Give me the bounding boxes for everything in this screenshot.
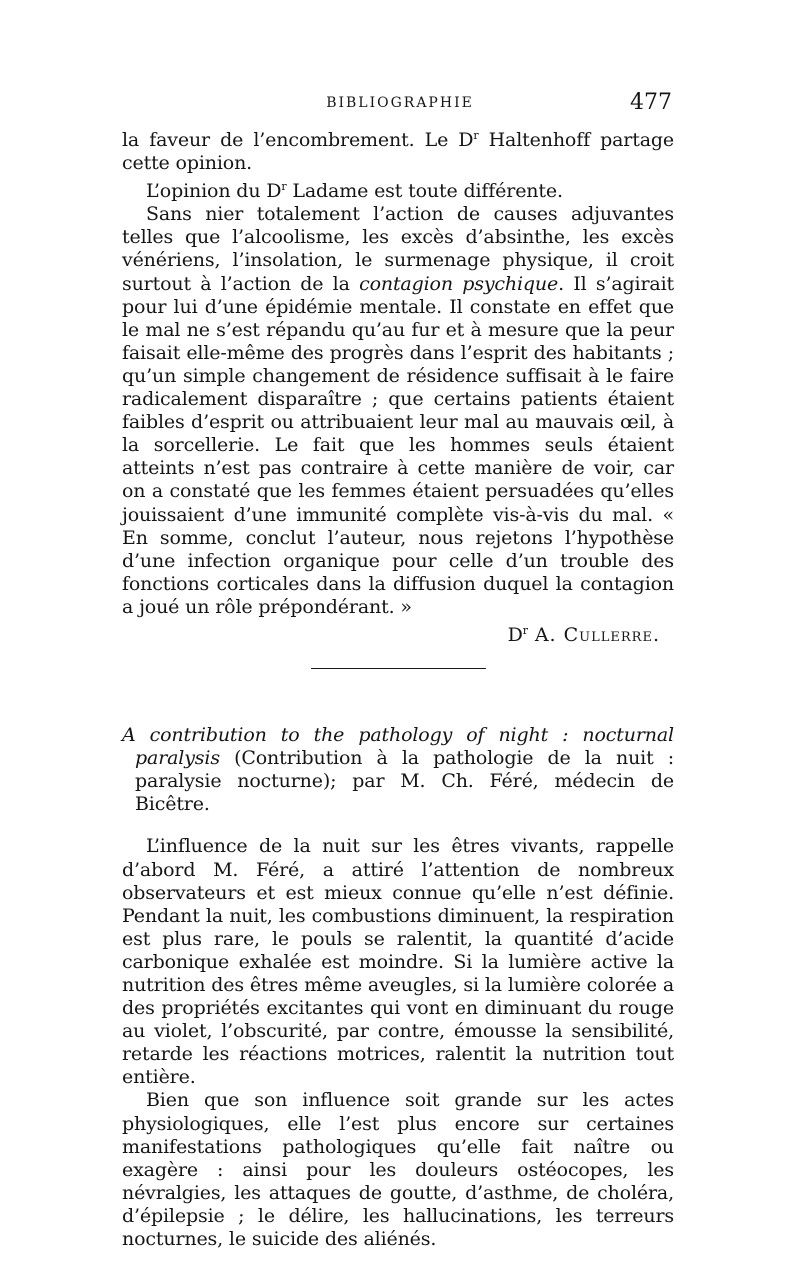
running-head [120, 90, 680, 116]
paragraph-text: Sans nier totalement l’action de causes adjuvantes telles que l’alcoolisme, les excès d’absinthe, les excès vénériens, l’insolation, le surmenage physique, il croit surtout à l’action de la [122, 203, 674, 295]
page-number: 477 [630, 90, 672, 115]
paragraph-text: la faveur de l’encombrement. Le D [122, 129, 474, 151]
signature [122, 619, 674, 647]
superscript: r [522, 623, 528, 637]
signature-prefix: D [507, 623, 523, 646]
emphasis-text: contagion psychique [359, 272, 559, 295]
bibliography-entry-title [122, 724, 674, 816]
signature-name: A. Cullerre. [527, 623, 660, 646]
section-divider [311, 668, 486, 669]
running-title: BIBLIOGRAPHIE [326, 95, 474, 111]
entry-title-french: (Contribution à la pathologie de la nuit : paralysie nocturne); par M. Ch. Féré, médecin de Bicêtre. [135, 747, 674, 816]
paragraph-contagion [122, 203, 674, 619]
entry-title-english: A contribution to the pathology of night : nocturnal paralysis [122, 724, 674, 770]
text-block [122, 124, 674, 1251]
paragraph-night-influence: L’influence de la nuit sur les êtres vivants, rappelle d’abord M. Féré, a attiré l’attention de nombreux observateurs et est mieux connue qu’elle n’est définie. Pendant la nuit, les combustions diminuent, la respiration est plus rare, le pouls se ralentit, la quantité d’acide carbonique exhalée est moindre. Si la lumière active la nutrition des êtres même aveugles, si la lumière colorée a des propriétés excitantes qui vont en diminuant du rouge au violet, l’obscurité, par contre, émousse la sensibilité, retarde les réactions motrices, ralentit la nutrition tout entière. [122, 835, 674, 1089]
paragraph-ladame [122, 175, 674, 203]
paragraph-text: Haltenhoff partage cette opinion. [122, 129, 674, 175]
paragraph-text: L’opinion du D [146, 180, 282, 203]
superscript: r [473, 129, 479, 142]
paragraph-text: . Il s’agirait pour lui d’une épidémie mentale. Il constate en effet que le mal ne s’est répandu qu’au fur et à mesure que la peur faisait elle-même des progrès dans l’esprit des habitants ; qu’un simple changement de résidence suffisait à le faire radicalement disparaître ; que certains patients étaient faibles d’esprit ou attribuaient leur mal au mauvais œil, à la sorcellerie. Le fait que les hommes seuls étaient atteints n’est pas contraire à cette manière de voir, car on a constaté que les femmes étaient persuadées qu’elles jouissaient d’une immunité complète vis-à-vis du mal. « En somme, conclut l’auteur, nous rejetons l’hypothèse d’une infection organique pour celle d’un trouble des fonctions corticales dans la diffusion duquel la contagion a joué un rôle prépondérant. » [122, 272, 674, 618]
superscript: r [281, 180, 287, 194]
paragraph-pathology: Bien que son influence soit grande sur les actes physiologiques, elle l’est plus encore sur certaines manifestations pathologiques qu’elle fait naître ou exagère : ainsi pour les douleurs ostéocopes, les névralgies, les attaques de goutte, d’asthme, de choléra, d’épilepsie ; le délire, les hallucinations, les terreurs nocturnes, le suicide des aliénés. [122, 1089, 674, 1251]
paragraph-continuation [122, 124, 674, 175]
paragraph-text: Ladame est toute différente. [286, 180, 563, 203]
